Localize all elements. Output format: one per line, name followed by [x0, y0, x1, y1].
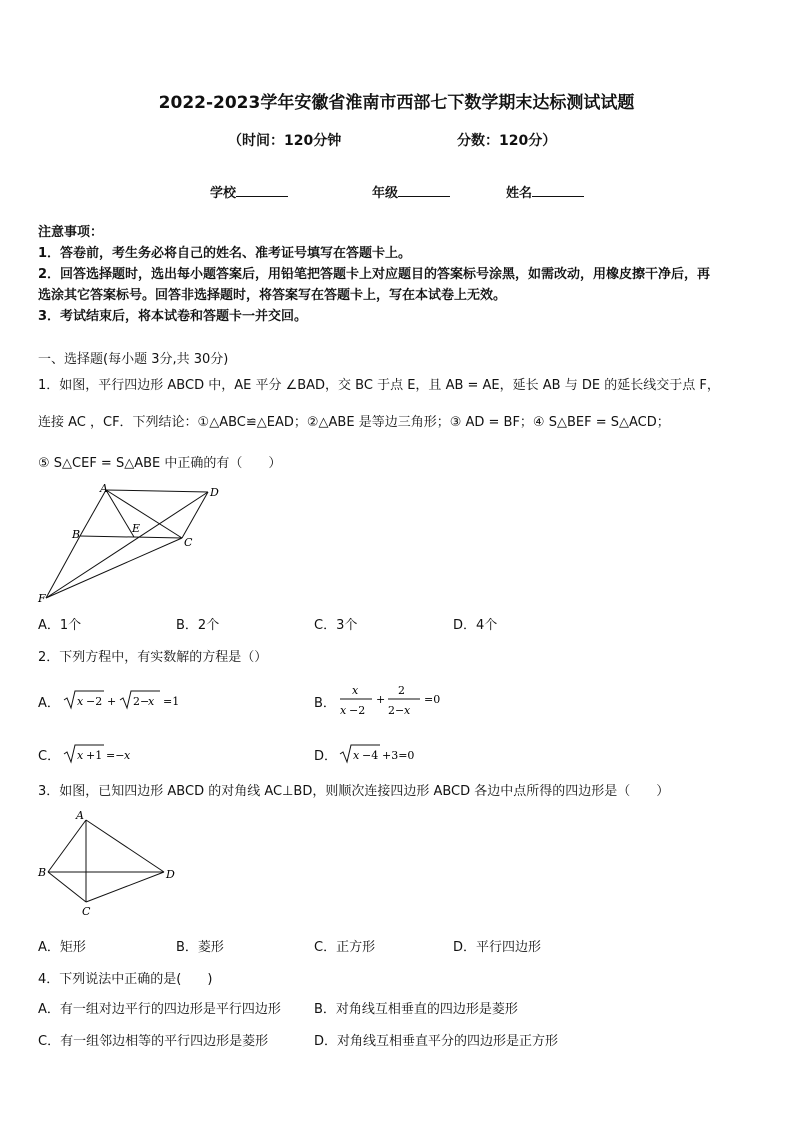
exam-score: 分数：120分）	[457, 133, 557, 149]
q1-option-b[interactable]: B．2个	[176, 618, 220, 633]
q1-figure	[34, 482, 234, 606]
svg-text:+: +	[107, 695, 117, 708]
q3-label-d: D	[166, 868, 175, 881]
svg-text:x: x	[353, 749, 360, 762]
name-label: 姓名	[506, 186, 533, 201]
q3-option-d[interactable]: D．平行四边形	[453, 940, 542, 955]
school-field	[210, 182, 288, 201]
q1-line1: 1．如图，平行四边形 ABCD 中，AE 平分 ∠BAD，交 BC 于点 E，且 AB = AE，延长 AB 与 DE 的延长线交于点 F，	[38, 378, 720, 393]
q4-option-d[interactable]: D．对角线互相垂直平分的四边形是正方形	[314, 1034, 559, 1049]
grade-field	[372, 182, 450, 201]
exam-time: （时间：120分钟	[228, 133, 342, 149]
svg-text:=−: =−	[106, 749, 125, 762]
q2-option-c-math	[62, 740, 142, 766]
svg-text:=0: =0	[424, 693, 441, 706]
svg-text:x: x	[148, 695, 155, 708]
school-blank	[236, 184, 288, 197]
q2-option-a-label[interactable]: A．	[38, 696, 60, 711]
notes-heading: 注意事项：	[38, 225, 104, 240]
svg-text:=1: =1	[163, 695, 180, 708]
q1-label-d: D	[210, 486, 219, 499]
svg-text:x: x	[340, 704, 347, 717]
svg-text:x: x	[124, 749, 131, 762]
name-field	[506, 182, 584, 201]
q2-option-c-label[interactable]: C．	[38, 749, 61, 764]
svg-text:x: x	[352, 684, 359, 697]
q3-label-c: C	[82, 905, 91, 918]
svg-text:2−: 2−	[133, 695, 150, 708]
q1-line3: ⑤ S△CEF = S△ABE 中正确的有（ ）	[38, 456, 282, 471]
svg-text:−4: −4	[362, 749, 379, 762]
svg-text:−2: −2	[86, 695, 103, 708]
q2-option-a-math	[62, 686, 202, 714]
q3-stem: 3．如图，已知四边形 ABCD 的对角线 AC⊥BD，则顺次连接四边形 ABCD 各边中点所得的四边形是（ ）	[38, 784, 670, 799]
name-blank	[532, 184, 584, 197]
exam-title: 2022-2023学年安徽省淮南市西部七下数学期末达标测试试题	[158, 93, 635, 113]
q2-option-b-label[interactable]: B．	[314, 696, 336, 711]
q1-option-d[interactable]: D．4个	[453, 618, 498, 633]
svg-text:+3=0: +3=0	[382, 749, 415, 762]
q1-option-a[interactable]: A．1个	[38, 618, 82, 633]
svg-text:x: x	[404, 704, 411, 717]
q2-option-d-label[interactable]: D．	[314, 749, 338, 764]
q2-stem: 2．下列方程中，有实数解的方程是（）	[38, 650, 268, 665]
svg-text:2−: 2−	[388, 704, 405, 717]
q1-line2: 连接 AC ，CF．下列结论：①△ABC≌△EAD；②△ABE 是等边三角形；③ AD = BF；④ S△BEF = S△ACD；	[38, 415, 670, 430]
note-1: 1．答卷前，考生务必将自己的姓名、准考证号填写在答题卡上。	[38, 246, 412, 261]
note-3: 3．考试结束后，将本试卷和答题卡一并交回。	[38, 309, 308, 324]
q3-label-a: A	[76, 809, 84, 822]
note-2b: 选涂其它答案标号。回答非选择题时，将答案写在答题卡上，写在本试卷上无效。	[38, 288, 507, 303]
section-heading: 一、选择题(每小题 3分,共 30分)	[38, 352, 229, 367]
q3-label-b: B	[38, 866, 47, 879]
svg-text:−2: −2	[349, 704, 366, 717]
q4-option-c[interactable]: C．有一组邻边相等的平行四边形是菱形	[38, 1034, 269, 1049]
svg-text:+1: +1	[86, 749, 103, 762]
q1-label-b: B	[72, 528, 81, 541]
q2-option-d-math	[338, 740, 438, 766]
grade-blank	[398, 184, 450, 197]
svg-text:x: x	[77, 695, 84, 708]
q1-label-a: A	[100, 482, 108, 495]
q1-label-e: E	[132, 522, 141, 535]
note-2a: 2．回答选择题时，选出每小题答案后，用铅笔把答题卡上对应题目的答案标号涂黑，如需改动，用橡皮擦干净后，再	[38, 267, 711, 282]
svg-text:+: +	[376, 693, 386, 706]
q3-option-c[interactable]: C．正方形	[314, 940, 376, 955]
q2-option-b-math	[336, 680, 456, 720]
q4-option-b[interactable]: B．对角线互相垂直的四边形是菱形	[314, 1002, 518, 1017]
q4-option-a[interactable]: A．有一组对边平行的四边形是平行四边形	[38, 1002, 281, 1017]
q1-label-f: F	[38, 592, 46, 605]
notes-block	[38, 222, 710, 327]
q3-option-a[interactable]: A．矩形	[38, 940, 86, 955]
grade-label: 年级	[372, 186, 399, 201]
svg-text:x: x	[77, 749, 84, 762]
q3-option-b[interactable]: B．菱形	[176, 940, 224, 955]
q1-label-c: C	[184, 536, 193, 549]
svg-text:2: 2	[398, 684, 405, 697]
q4-stem: 4．下列说法中正确的是( )	[38, 972, 213, 987]
school-label: 学校	[210, 186, 237, 201]
q1-option-c[interactable]: C．3个	[314, 618, 358, 633]
q3-figure	[34, 806, 184, 920]
